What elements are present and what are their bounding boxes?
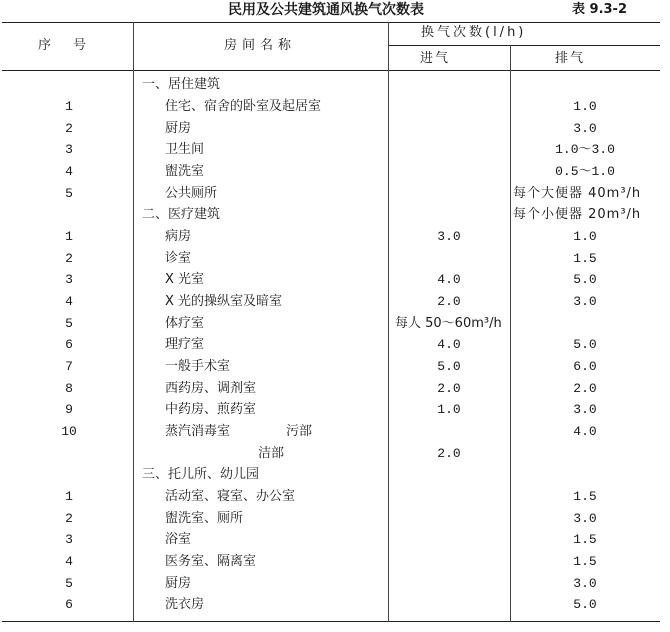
exhaust-rate: 3.0 [573, 575, 597, 591]
room-name-cell [133, 183, 388, 205]
exhaust-rate: 2.0 [573, 380, 597, 396]
row-number: 4 [65, 293, 73, 309]
exhaust-rate: 3.0 [573, 402, 597, 418]
room-name-cell [133, 443, 388, 465]
intake-rate: 2.0 [437, 445, 461, 461]
room-name-cell [133, 529, 388, 551]
intake-rate: 每人 50～60m³/h [395, 315, 502, 331]
room-name: 医务室、隔离室 [165, 553, 257, 569]
table-row [0, 378, 660, 400]
sub-area-label: 污部 [286, 423, 313, 439]
exhaust-rate: 每个小便器 20m³/h [513, 207, 642, 223]
exhaust-rate: 1.5 [573, 553, 597, 569]
room-name-cell [133, 118, 388, 140]
section-heading-text: 一、居住建筑 [142, 77, 221, 93]
intake-rate: 4.0 [437, 272, 461, 288]
room-name-cell [133, 486, 388, 508]
room-name: X 光室 [165, 272, 205, 288]
section-heading [133, 464, 388, 486]
exhaust-rate: 1.0 [573, 98, 597, 114]
row-number: 4 [65, 553, 73, 569]
exhaust-rate: 3.0 [573, 120, 597, 136]
row-number: 6 [65, 597, 73, 613]
intake-rate: 1.0 [437, 402, 461, 418]
row-number: 5 [65, 315, 73, 331]
table-top-rule [2, 22, 660, 23]
room-name-cell [133, 594, 388, 616]
room-name: 洗衣房 [165, 597, 205, 613]
section-heading [133, 74, 388, 96]
table-row [0, 269, 660, 291]
intake-rate: 3.0 [437, 228, 461, 244]
room-name: 活动室、寝室、办公室 [165, 488, 296, 504]
section-heading [133, 204, 388, 226]
room-name: 一般手术室 [165, 358, 231, 374]
row-number: 9 [65, 402, 73, 418]
room-name: 厨房 [165, 575, 192, 591]
table-row [0, 594, 660, 616]
table-row [0, 529, 660, 551]
exhaust-rate: 1.0～3.0 [555, 142, 615, 158]
table-row [0, 118, 660, 140]
row-number: 8 [65, 380, 73, 396]
room-name-cell [133, 573, 388, 595]
section-heading-text: 二、医疗建筑 [142, 207, 221, 223]
row-number: 7 [65, 358, 73, 374]
table-row [0, 313, 660, 335]
room-name: 浴室 [165, 532, 192, 548]
room-name-cell [133, 139, 388, 161]
row-number: 3 [65, 532, 73, 548]
row-number: 3 [65, 142, 73, 158]
intake-rate: 4.0 [437, 337, 461, 353]
row-number: 6 [65, 337, 73, 353]
table-row [0, 551, 660, 573]
intake-rate: 5.0 [437, 358, 461, 374]
exhaust-rate: 1.5 [573, 488, 597, 504]
table-row [0, 573, 660, 595]
exhaust-rate: 3.0 [573, 510, 597, 526]
row-number: 2 [65, 250, 73, 266]
room-name-cell [133, 291, 388, 313]
room-name: 蒸汽消毒室 [165, 423, 231, 439]
header-mid-rule [388, 45, 660, 46]
exhaust-rate: 4.0 [573, 423, 597, 439]
table-row [0, 183, 660, 205]
table-row [0, 291, 660, 313]
exhaust-rate: 3.0 [573, 293, 597, 309]
table-row [0, 356, 660, 378]
room-name-cell [133, 399, 388, 421]
room-name: 盥洗室、厕所 [165, 510, 244, 526]
room-name: 理疗室 [165, 337, 205, 353]
section-row [0, 464, 660, 486]
row-number: 1 [65, 98, 73, 114]
exhaust-rate: 每个大便器 40m³/h [513, 185, 642, 201]
table-row [0, 486, 660, 508]
room-name-cell [133, 248, 388, 270]
table-row [0, 161, 660, 183]
row-number: 1 [65, 488, 73, 504]
row-number: 3 [65, 272, 73, 288]
room-name-cell [133, 508, 388, 530]
table-row [0, 96, 660, 118]
row-number: 2 [65, 120, 73, 136]
exhaust-rate: 1.5 [573, 532, 597, 548]
intake-rate: 2.0 [437, 380, 461, 396]
table-row [0, 399, 660, 421]
row-number: 5 [65, 185, 73, 201]
exhaust-rate: 6.0 [573, 358, 597, 374]
room-name: 诊室 [165, 250, 192, 266]
room-name: 卫生间 [165, 142, 205, 158]
section-row [0, 204, 660, 226]
room-name: 盥洗室 [165, 163, 205, 179]
room-name: 住宅、宿舍的卧室及起居室 [165, 98, 322, 114]
section-row [0, 74, 660, 96]
table-bottom-rule [2, 621, 660, 622]
room-name: 公共厕所 [165, 185, 218, 201]
header-intake: 进气 [420, 51, 451, 66]
room-name: 西药房、调剂室 [165, 380, 257, 396]
room-name-cell [133, 421, 388, 443]
header-room-name: 房间名称 [224, 38, 297, 53]
exhaust-rate: 5.0 [573, 597, 597, 613]
row-number: 1 [65, 228, 73, 244]
header-exhaust: 排气 [555, 51, 586, 66]
table-row [0, 248, 660, 270]
header-air-change-rate: 换气次数(l/h) [421, 25, 527, 40]
table-row [0, 139, 660, 161]
table-number: 表 9.3-2 [572, 2, 627, 17]
table-row [0, 443, 660, 465]
row-number: 2 [65, 510, 73, 526]
room-name: 厨房 [165, 120, 192, 136]
room-name: 中药房、煎药室 [165, 402, 257, 418]
room-name: 体疗室 [165, 315, 205, 331]
room-name-cell [133, 269, 388, 291]
exhaust-rate: 0.5～1.0 [555, 163, 615, 179]
room-name-cell [133, 356, 388, 378]
row-number: 5 [65, 575, 73, 591]
table-title: 民用及公共建筑通风换气次数表 [228, 2, 424, 18]
room-name: 病房 [165, 228, 192, 244]
room-name-cell [133, 96, 388, 118]
room-name-cell [133, 551, 388, 573]
table-row [0, 226, 660, 248]
exhaust-rate: 5.0 [573, 337, 597, 353]
header-bottom-rule [2, 70, 660, 71]
room-name-cell [133, 313, 388, 335]
room-name: X 光的操纵室及暗室 [165, 293, 283, 309]
room-name-cell [133, 378, 388, 400]
table-row [0, 334, 660, 356]
exhaust-rate: 1.5 [573, 250, 597, 266]
table-row [0, 421, 660, 443]
room-name-cell [133, 226, 388, 248]
room-name-cell [133, 334, 388, 356]
row-number: 10 [61, 423, 77, 439]
exhaust-rate: 1.0 [573, 228, 597, 244]
exhaust-rate: 5.0 [573, 272, 597, 288]
header-seq: 序号 [38, 38, 109, 53]
intake-rate: 2.0 [437, 293, 461, 309]
sub-area-label: 洁部 [258, 445, 285, 461]
section-heading-text: 三、托儿所、幼儿园 [142, 467, 260, 483]
table-row [0, 508, 660, 530]
room-name-cell [133, 161, 388, 183]
row-number: 4 [65, 163, 73, 179]
